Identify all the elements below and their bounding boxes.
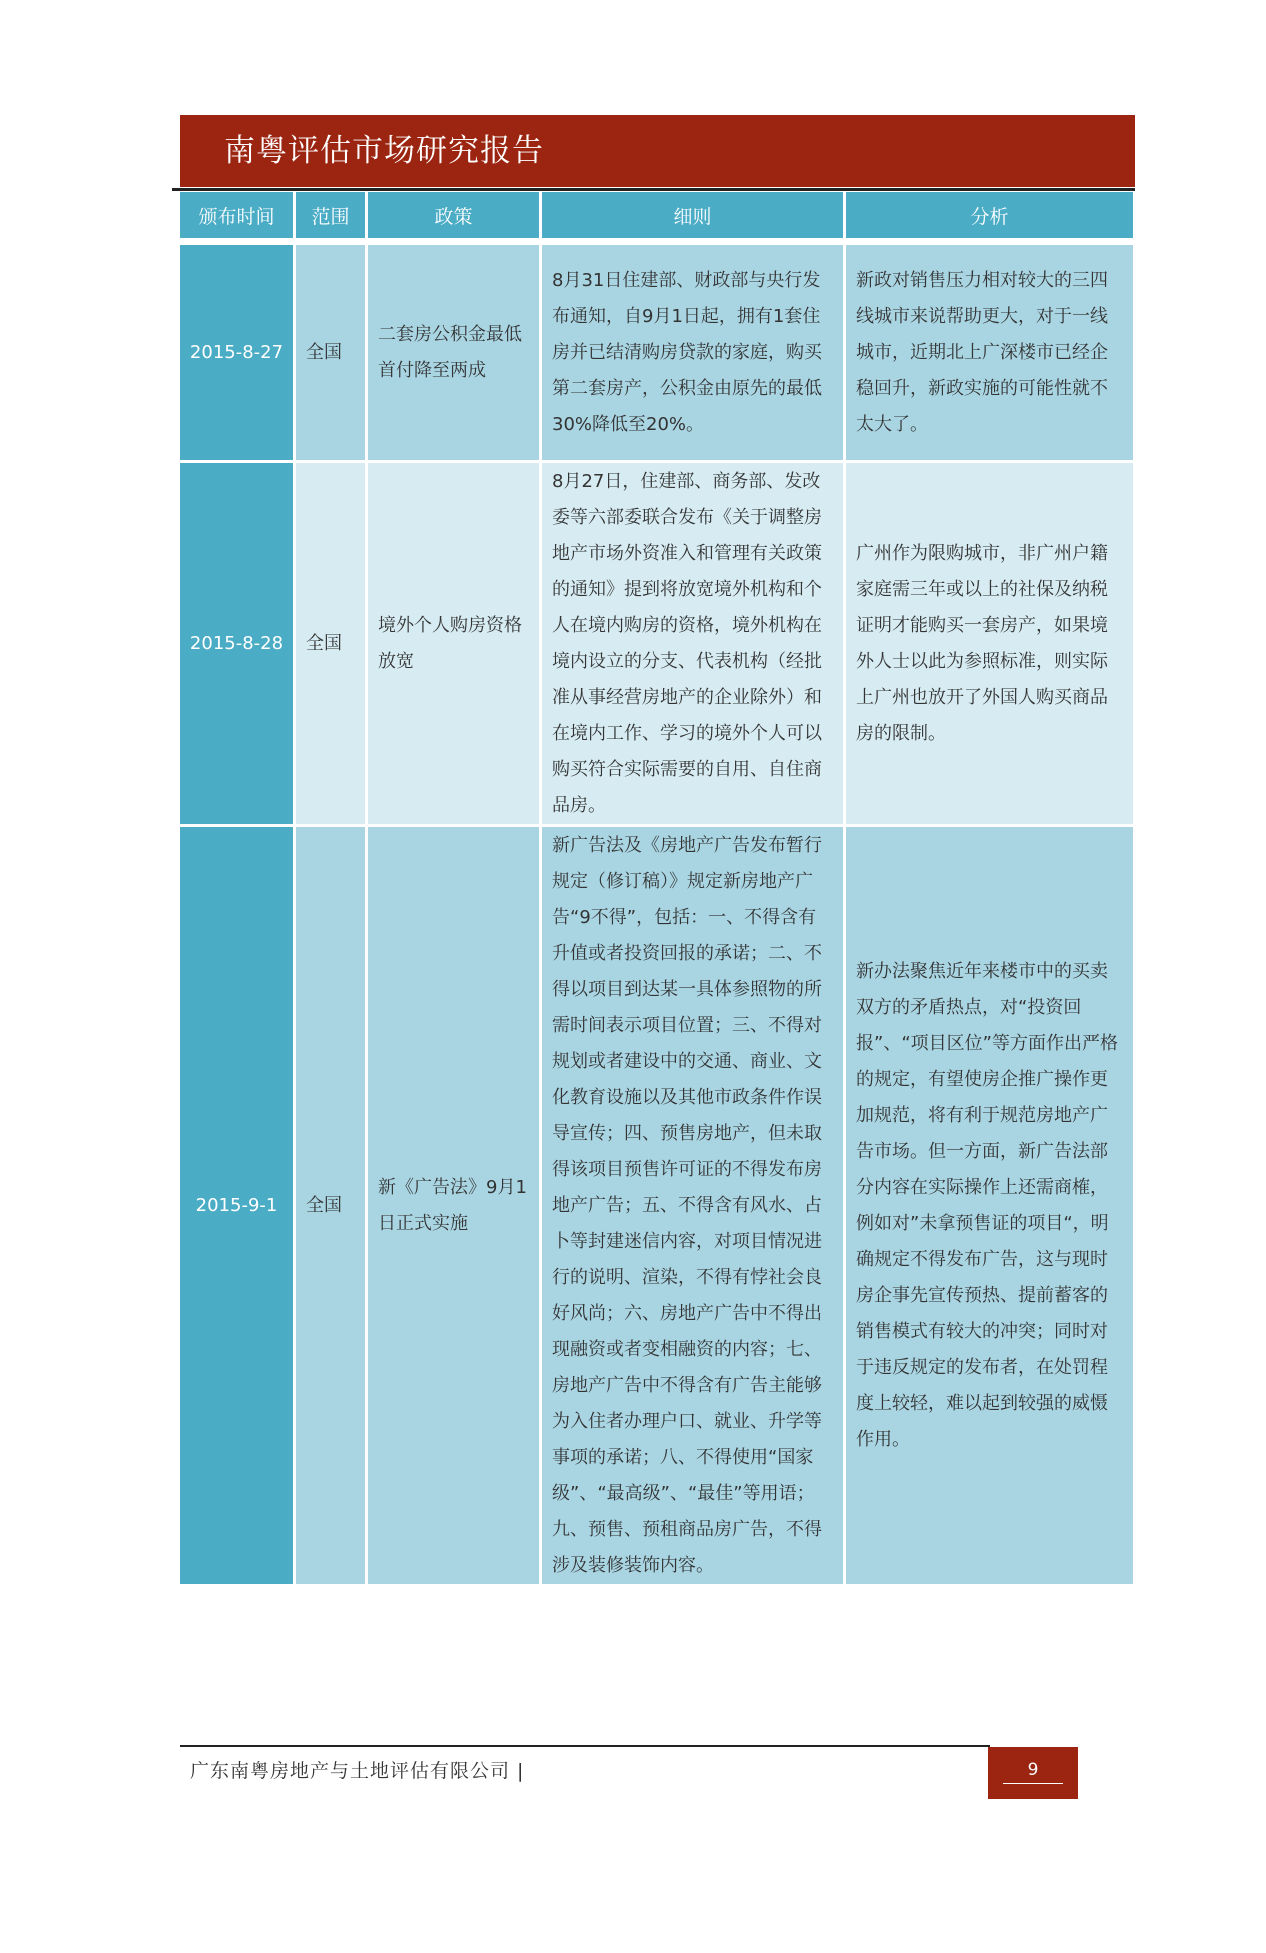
analysis-cell: 新政对销售压力相对较大的三四线城市来说帮助更大，对于一线城市，近期北上广深楼市已经企稳回升，新政实施的可能性就不太大了。 [846,245,1133,463]
detail-cell: 8月27日，住建部、商务部、发改委等六部委联合发布《关于调整房地产市场外资准入和管理有关政策的通知》提到将放宽境外机构和个人在境内购房的资格，境外机构在境内设立的分支、代表机构（经批准从事经营房地产的企业除外）和在境内工作、学习的境外个人可以购买符合实际需要的自用、自住商品房。 [542,463,846,827]
table-row [180,827,1133,1587]
footer-divider [180,1745,990,1747]
detail-cell: 新广告法及《房地产广告发布暂行规定（修订稿）》规定新房地产广告“9不得”，包括：一、不得含有升值或者投资回报的承诺；二、不得以项目到达某一具体参照物的所需时间表示项目位置；三、不得对规划或者建设中的交通、商业、文化教育设施以及其他市政条件作误导宣传；四、预售房地产，但未取得该项目预售许可证的不得发布房地产广告；五、不得含有风水、占卜等封建迷信内容，对项目情况进行的说明、渲染，不得有悖社会良好风尚；六、房地产广告中不得出现融资或者变相融资的内容；七、房地产广告中不得含有广告主能够为入住者办理户口、就业、升学等事项的承诺；八、不得使用“国家级”、“最高级”、“最佳”等用语；九、预售、预租商品房广告，不得涉及装修装饰内容。 [542,827,846,1587]
column-header-analysis: 分析 [846,192,1133,245]
date-cell: 2015-8-27 [180,245,296,463]
analysis-cell: 广州作为限购城市，非广州户籍家庭需三年或以上的社保及纳税证明才能购买一套房产，如果境外人士以此为参照标准，则实际上广州也放开了外国人购买商品房的限制。 [846,463,1133,827]
column-header-policy: 政策 [368,192,542,245]
scope-cell: 全国 [296,463,368,827]
table-row [180,463,1133,827]
table-row [180,245,1133,463]
table-header-row [180,192,1133,245]
analysis-cell: 新办法聚焦近年来楼市中的买卖双方的矛盾热点，对“投资回报”、“项目区位”等方面作出严格的规定，有望使房企推广操作更加规范，将有利于规范房地产广告市场。但一方面，新广告法部分内容在实际操作上还需商榷，例如对”未拿预售证的项目“，明确规定不得发布广告，这与现时房企事先宣传预热、提前蓄客的销售模式有较大的冲突；同时对于违反规定的发布者，在处罚程度上较轻，难以起到较强的威慑作用。 [846,827,1133,1587]
page-number-box [988,1747,1078,1799]
column-header-detail: 细则 [542,192,846,245]
policy-cell: 二套房公积金最低首付降至两成 [368,245,542,463]
scope-cell: 全国 [296,245,368,463]
policy-cell: 境外个人购房资格放宽 [368,463,542,827]
detail-cell: 8月31日住建部、财政部与央行发布通知，自9月1日起，拥有1套住房并已结清购房贷款的家庭，购买第二套房产，公积金由原先的最低30%降低至20%。 [542,245,846,463]
report-header [180,115,1135,187]
report-title: 南粤评估市场研究报告 [224,133,544,169]
policy-table [180,192,1133,1587]
scope-cell: 全国 [296,827,368,1587]
policy-cell: 新《广告法》9月1日正式实施 [368,827,542,1587]
column-header-scope: 范围 [296,192,368,245]
header-divider [172,188,1135,191]
column-header-date: 颁布时间 [180,192,296,245]
page-number: 9 [1027,1760,1039,1780]
date-cell: 2015-9-1 [180,827,296,1587]
page-number-underline [1003,1783,1063,1784]
date-cell: 2015-8-28 [180,463,296,827]
footer-company-name: 广东南粤房地产与土地评估有限公司 | [190,1760,525,1782]
